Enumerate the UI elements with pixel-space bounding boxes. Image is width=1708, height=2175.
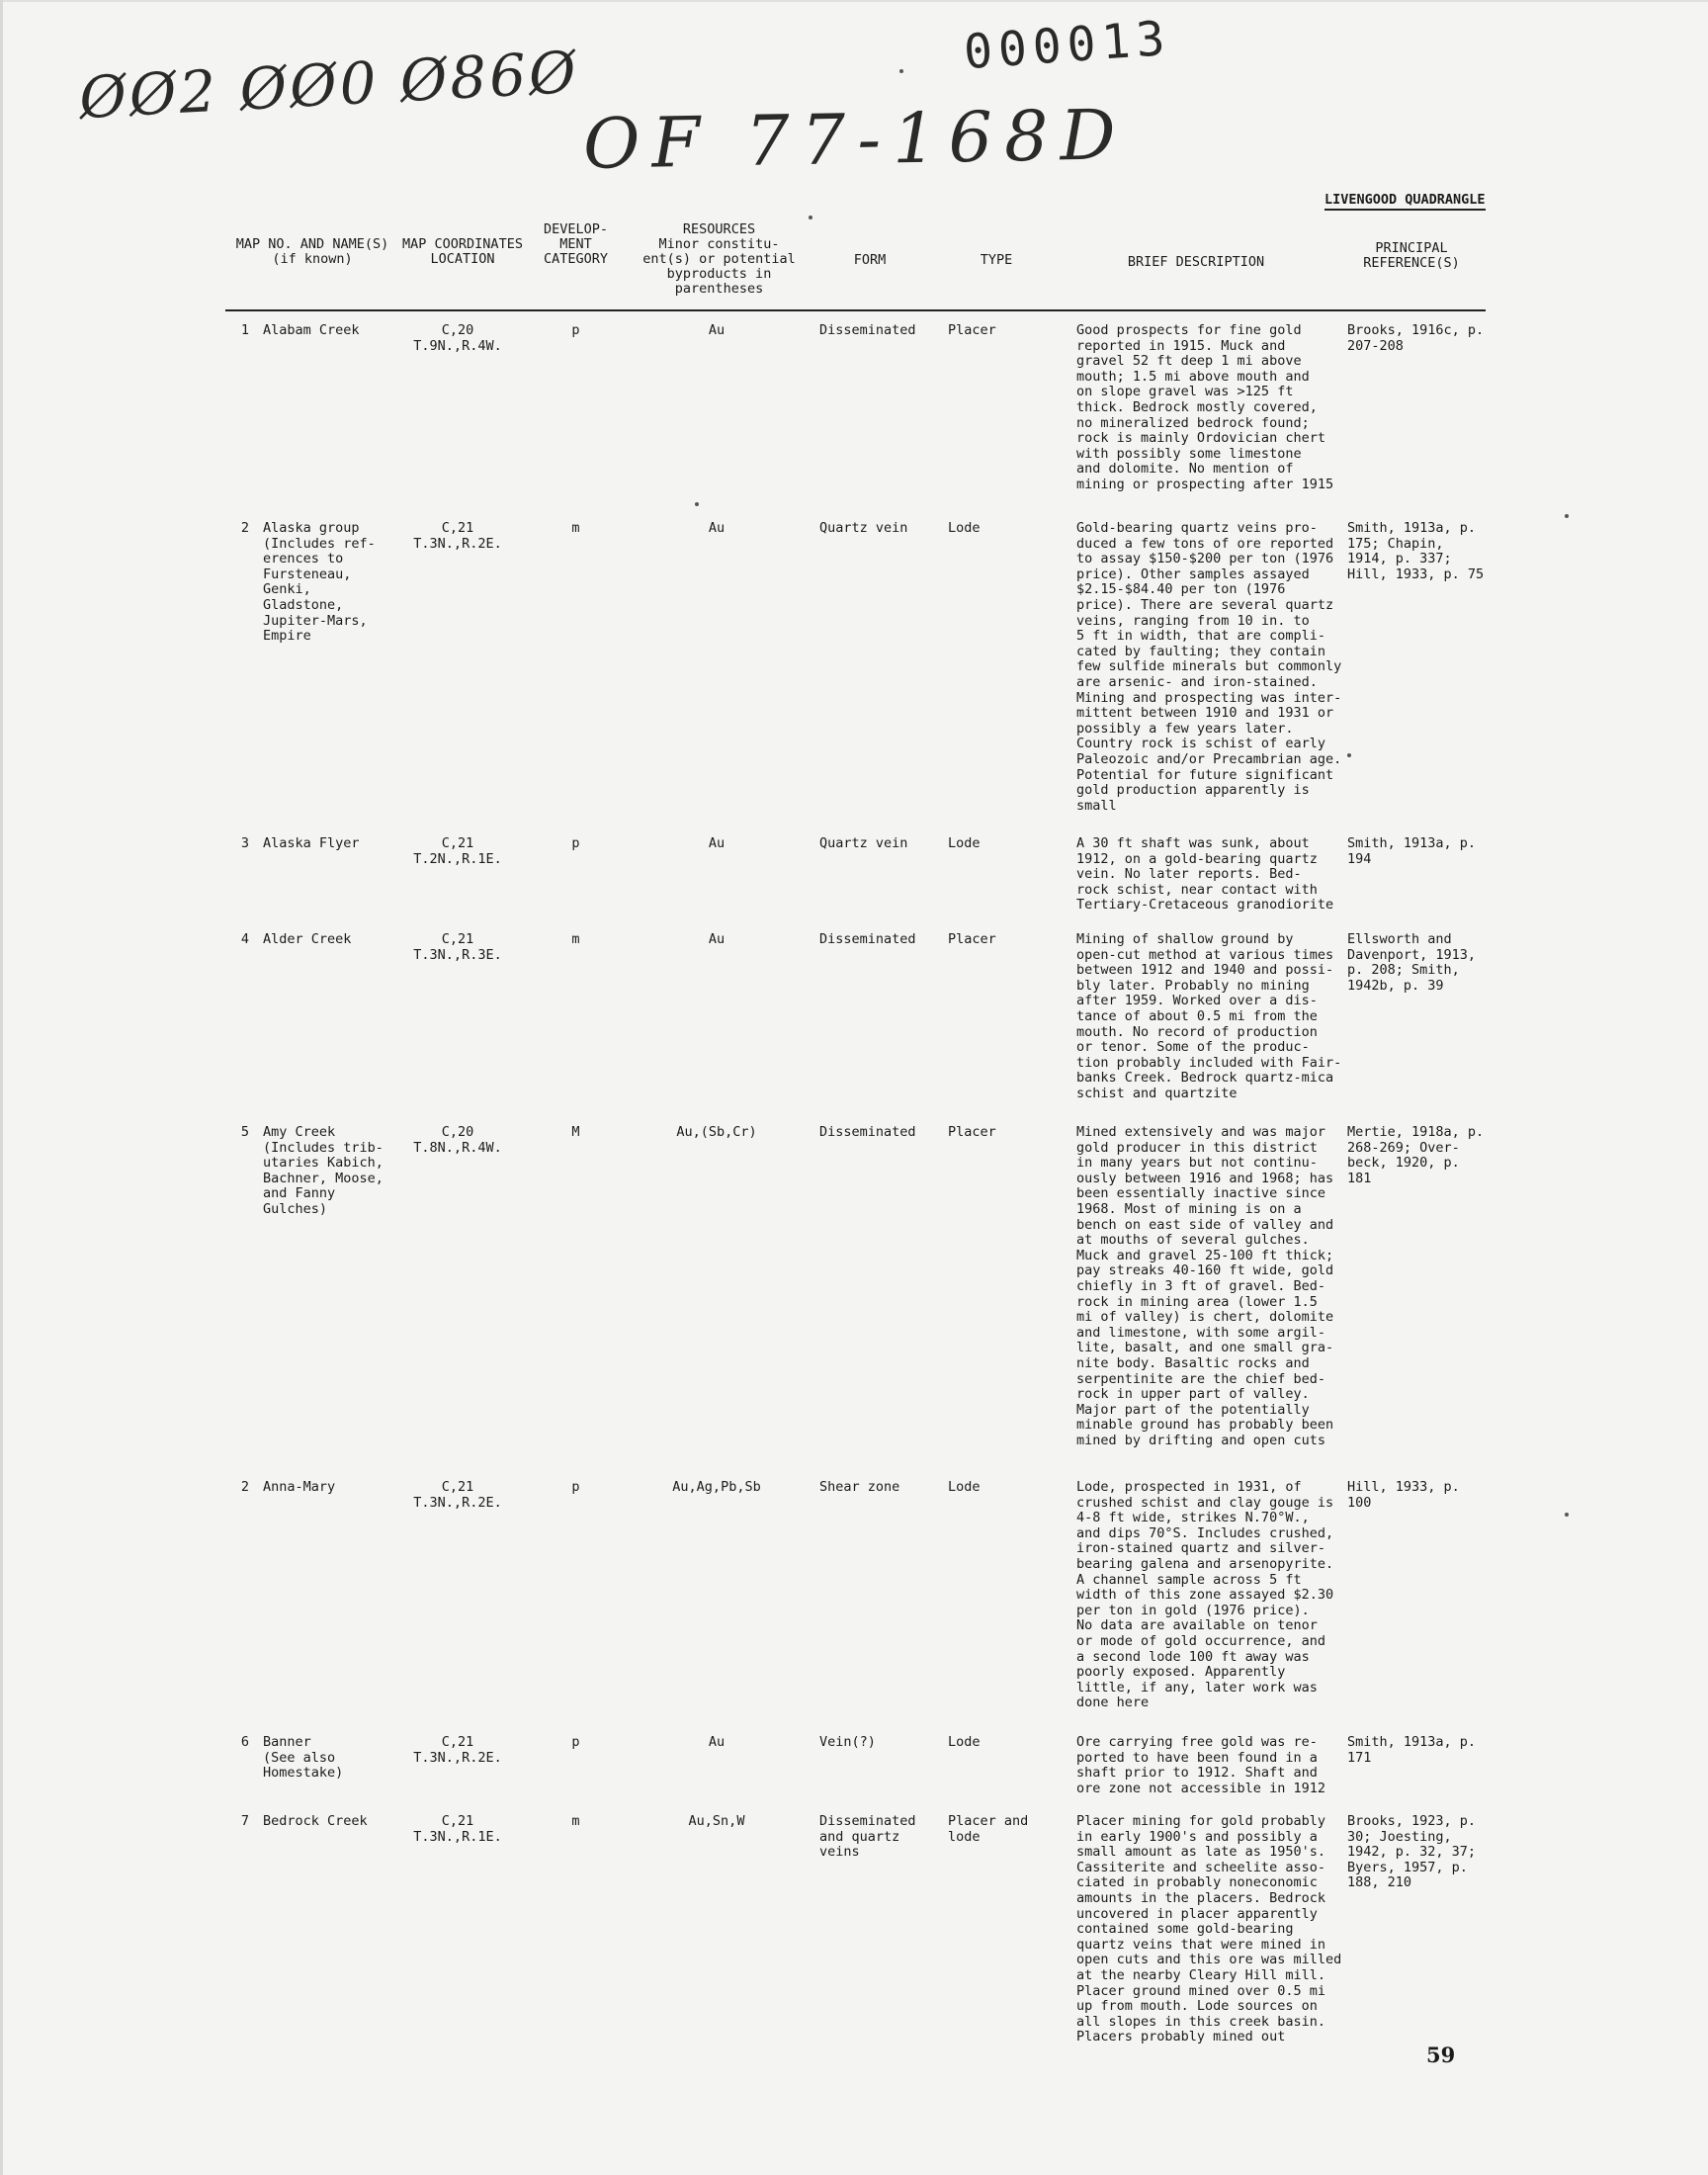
row-type: Placer and lode (948, 1813, 1029, 1845)
scan-top-edge (0, 0, 1708, 2)
scan-speck (1565, 514, 1569, 518)
row-number: 5 (240, 1124, 249, 1140)
row-form: Quartz vein (819, 835, 908, 851)
row-type: Lode (948, 520, 981, 536)
row-form: Disseminated and quartz veins (819, 1813, 916, 1861)
row-resources: Au (708, 322, 726, 338)
row-name: Alaska group (Includes ref- erences to Fursteneau, Genki, Gladstone, Jupiter-Mars, Empire (263, 520, 376, 645)
scan-speck (695, 502, 699, 506)
row-name: Bedrock Creek (263, 1813, 368, 1829)
row-name: Banner (See also Homestake) (263, 1734, 344, 1782)
row-description: Mined extensively and was major gold producer in this district in many years but not continu- ously between 1916 and 1968; has been essentially inactive since 1968. Most of mining is on a bench on east side of valley and at mouths of several gulches. Muck and gravel 25-100 ft thick; pay streaks 40-160 ft wide, gold chiefly in 3 ft of gravel. Bed- rock in mining area (lower 1.5 mi of valley) is chert, dolomite and limestone, with some argil- lite, basalt, and one small gra- nite body. Basaltic rocks and serpentinite are the chief bed- rock in upper part of valley. Major part of the potentially minable ground has probably been mined by drifting and open cuts (1076, 1124, 1334, 1448)
row-coordinates: C,20 T.8N.,R.4W. (413, 1124, 502, 1156)
report-number: OF 77-168D (582, 94, 1129, 185)
row-number: 1 (240, 322, 249, 338)
row-development-category: m (571, 520, 580, 536)
row-resources: Au,Ag,Pb,Sb (672, 1479, 761, 1495)
row-resources: Au (708, 835, 726, 851)
row-name: Amy Creek (Includes trib- utaries Kabich, Bachner, Moose, and Fanny Gulches) (263, 1124, 384, 1217)
handwritten-id: ØØ2 ØØ0 Ø86Ø (77, 38, 581, 132)
row-resources: Au (708, 931, 726, 947)
row-form: Disseminated (819, 931, 916, 947)
row-development-category: p (571, 1479, 580, 1495)
scan-speck (899, 69, 903, 73)
row-development-category: m (571, 1813, 580, 1829)
row-description: Mining of shallow ground by open-cut method at various times between 1912 and 1940 and possi- bly later. Probably no mining after 1959. Worked over a dis- tance of about 0.5 mi from the mouth. No record of production or tenor. Some of the produc- tion probably included with Fair- banks Creek. Bedrock quartz-mica schist and quartzite (1076, 931, 1342, 1101)
row-reference: Smith, 1913a, p. 171 (1347, 1734, 1477, 1766)
row-form: Disseminated (819, 1124, 916, 1140)
row-form: Vein(?) (819, 1734, 876, 1750)
row-description: A 30 ft shaft was sunk, about 1912, on a gold-bearing quartz vein. No later reports. Bed- rock schist, near contact with Tertiary-Cretaceous granodiorite (1076, 835, 1334, 914)
header-ref: PRINCIPAL REFERENCE(S) (1363, 240, 1460, 271)
row-type: Placer (948, 322, 996, 338)
page-number: 59 (1426, 2043, 1456, 2067)
row-number: 2 (240, 520, 249, 536)
row-development-category: p (571, 835, 580, 851)
row-reference: Mertie, 1918a, p. 268-269; Over- beck, 1920, p. 181 (1347, 1124, 1485, 1186)
row-number: 4 (240, 931, 249, 947)
row-reference: Smith, 1913a, p. 194 (1347, 835, 1477, 867)
row-resources: Au,Sn,W (688, 1813, 745, 1829)
row-type: Lode (948, 1479, 981, 1495)
header-desc: BRIEF DESCRIPTION (1127, 254, 1265, 270)
row-coordinates: C,21 T.3N.,R.3E. (413, 931, 502, 963)
row-coordinates: C,21 T.3N.,R.2E. (413, 520, 502, 552)
header-dev: DEVELOP- MENT CATEGORY (543, 221, 609, 267)
row-reference: Ellsworth and Davenport, 1913, p. 208; Smith, 1942b, p. 39 (1347, 931, 1477, 994)
row-development-category: m (571, 931, 580, 947)
row-number: 2 (240, 1479, 249, 1495)
row-form: Disseminated (819, 322, 916, 338)
row-type: Lode (948, 1734, 981, 1750)
row-coordinates: C,21 T.3N.,R.2E. (413, 1734, 502, 1766)
row-type: Lode (948, 835, 981, 851)
scan-speck (1565, 1513, 1569, 1517)
row-number: 3 (240, 835, 249, 851)
row-number: 6 (240, 1734, 249, 1750)
header-rule (225, 309, 1486, 311)
row-resources: Au,(Sb,Cr) (676, 1124, 757, 1140)
row-description: Placer mining for gold probably in early 1900's and possibly a small amount as late as 1950's. Cassiterite and scheelite asso- ciated in probably noneconomic amounts in the placers. Bedrock uncovered in placer apparently contained some gold-bearing quartz veins that were mined in open cuts and this ore was milled at the nearby Cleary Hill mill. Placer ground mined over 0.5 mi up from mouth. Lode sources on all slopes in this creek basin. Placers probably mined out (1076, 1813, 1342, 2045)
stamp-number: 000013 (962, 10, 1173, 81)
row-development-category: p (571, 1734, 580, 1750)
row-form: Quartz vein (819, 520, 908, 536)
header-coords: MAP COORDINATES LOCATION (402, 236, 523, 267)
row-description: Ore carrying free gold was re- ported to have been found in a shaft prior to 1912. Shaft and ore zone not accessible in 1912 (1076, 1734, 1325, 1796)
header-type: TYPE (980, 252, 1013, 268)
row-coordinates: C,21 T.2N.,R.1E. (413, 835, 502, 867)
row-description: Lode, prospected in 1931, of crushed schist and clay gouge is 4-8 ft wide, strikes N.70°W., and dips 70°S. Includes crushed, iron-stained quartz and silver- bearing galena and arsenopyrite. A channel sample across 5 ft width of this zone assayed $2.30 per ton in gold (1976 price). No data are available on tenor or mode of gold occurrence, and a second lode 100 ft away was poorly exposed. Apparently little, if any, later work was done here (1076, 1479, 1334, 1711)
row-coordinates: C,21 T.3N.,R.2E. (413, 1479, 502, 1511)
row-description: Gold-bearing quartz veins pro- duced a few tons of ore reported to assay $150-$200 per ton (1976 price). Other samples assayed $2.15-$84.40 per ton (1976 price). There are several quartz veins, ranging from 10 in. to 5 ft in width, that are compli- cated by faulting; they contain few sulfide minerals but commonly are arsenic- and iron-stained. Mining and prospecting was inter- mittent between 1910 and 1931 or possibly a few years later. Country rock is schist of early Paleozoic and/or Precambrian age. Potential for future significant gold production apparently is small (1076, 520, 1342, 814)
row-resources: Au (708, 520, 726, 536)
row-reference: Brooks, 1923, p. 30; Joesting, 1942, p. 32, 37; Byers, 1957, p. 188, 210 (1347, 1813, 1477, 1891)
row-type: Placer (948, 1124, 996, 1140)
row-name: Alaska Flyer (263, 835, 360, 851)
header-resources: RESOURCES Minor constitu- ent(s) or potential byproducts in parentheses (642, 221, 796, 297)
row-number: 7 (240, 1813, 249, 1829)
row-development-category: p (571, 322, 580, 338)
header-form: FORM (853, 252, 887, 268)
row-development-category: M (571, 1124, 580, 1140)
row-name: Anna-Mary (263, 1479, 336, 1495)
row-description: Good prospects for fine gold reported in 1915. Muck and gravel 52 ft deep 1 mi above mouth; 1.5 mi above mouth and on slope gravel was >125 ft thick. Bedrock mostly covered, no mineralized bedrock found; rock is mainly Ordovician chert with possibly some limestone and dolomite. No mention of mining or prospecting after 1915 (1076, 322, 1334, 492)
row-reference: Smith, 1913a, p. 175; Chapin, 1914, p. 337; Hill, 1933, p. 75 (1347, 520, 1485, 582)
row-name: Alder Creek (263, 931, 352, 947)
scan-speck (1347, 753, 1351, 757)
row-form: Shear zone (819, 1479, 900, 1495)
row-reference: Hill, 1933, p. 100 (1347, 1479, 1460, 1511)
row-reference: Brooks, 1916c, p. 207-208 (1347, 322, 1485, 354)
row-type: Placer (948, 931, 996, 947)
scan-left-edge (0, 0, 3, 2175)
row-name: Alabam Creek (263, 322, 360, 338)
row-resources: Au (708, 1734, 726, 1750)
quadrangle-title: LIVENGOOD QUADRANGLE (1324, 192, 1486, 211)
header-map-no: MAP NO. AND NAME(S) (if known) (235, 236, 389, 267)
row-coordinates: C,20 T.9N.,R.4W. (413, 322, 502, 354)
row-coordinates: C,21 T.3N.,R.1E. (413, 1813, 502, 1845)
scan-speck (809, 216, 812, 219)
